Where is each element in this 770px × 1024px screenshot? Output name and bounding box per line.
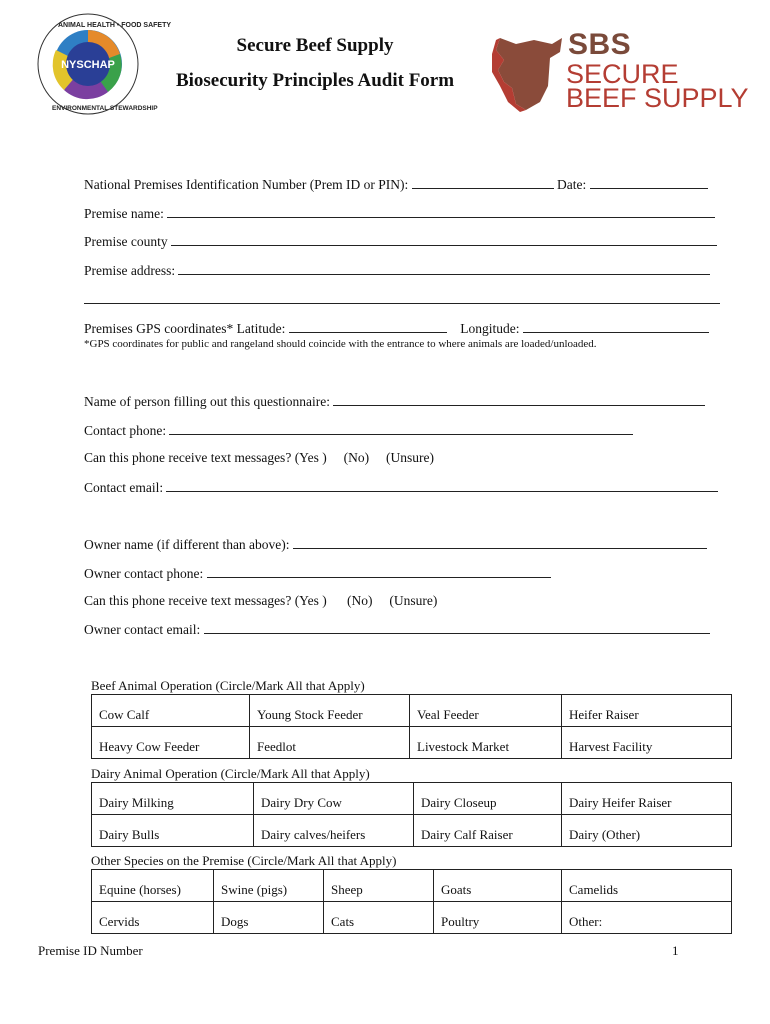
other-cell[interactable]: Swine (pigs) [214,870,324,902]
dairy-cell[interactable]: Dairy Milking [92,783,254,815]
owner-text-question: Can this phone receive text messages? [84,593,292,608]
sbs-abbr: SBS [568,28,632,61]
gps-label: Premises GPS coordinates* Latitude: [84,321,286,336]
option-no[interactable]: (No) [343,450,370,465]
svg-text:ANIMAL HEALTH • FOOD SAFETY: ANIMAL HEALTH • FOOD SAFETY [58,22,172,29]
other-cell[interactable]: Other: [562,902,732,934]
premise-county-label: Premise county [84,234,168,249]
owner-email-label: Owner contact email: [84,622,201,637]
gps-note: *GPS coordinates for public and rangeland should coincide with the entrance to where animals are loaded/unloaded. [84,338,597,350]
premise-address-row [84,262,710,279]
owner-email-row [84,621,710,638]
premise-address-field-2[interactable] [84,291,720,304]
dairy-cell[interactable]: Dairy Calf Raiser [414,815,562,847]
footer-premise-id: Premise ID Number [38,943,143,958]
prem-id-label: National Premises Identification Number (Prem ID or PIN): [84,177,409,192]
date-label: Date: [557,177,587,192]
date-field[interactable] [590,176,708,189]
other-cell[interactable]: Equine (horses) [92,870,214,902]
dairy-cell[interactable]: Dairy (Other) [562,815,732,847]
other-heading: Other Species on the Premise (Circle/Mark All that Apply) [91,853,397,868]
dairy-heading: Dairy Animal Operation (Circle/Mark All that Apply) [91,766,370,781]
sbs-line2: BEEF SUPPLY [566,83,749,113]
other-cell[interactable]: Dogs [214,902,324,934]
longitude-field[interactable] [523,320,709,333]
contact-phone-field[interactable] [169,422,633,435]
beef-cell[interactable]: Young Stock Feeder [250,695,410,727]
gps-row [84,320,709,337]
page-title: Secure Beef Supply [236,35,394,56]
other-cell[interactable]: Camelids [562,870,732,902]
premise-address-label: Premise address: [84,263,176,278]
contact-email-label: Contact email: [84,480,164,495]
owner-option-no[interactable]: (No) [346,593,373,608]
svg-text:ENVIRONMENTAL STEWARDSHIP: ENVIRONMENTAL STEWARDSHIP [52,105,158,112]
other-table [91,869,732,934]
dairy-table [91,782,732,847]
premise-name-label: Premise name: [84,206,164,221]
owner-name-label: Owner name (if different than above): [84,537,290,552]
dairy-cell[interactable]: Dairy Bulls [92,815,254,847]
premise-county-row [84,233,717,250]
dairy-cell[interactable]: Dairy Closeup [414,783,562,815]
nyschap-logo-text: NYSCHAP [61,59,115,71]
person-name-field[interactable] [333,393,705,406]
other-cell[interactable]: Cervids [92,902,214,934]
premise-address-field[interactable] [178,262,710,275]
owner-phone-row [84,565,551,582]
beef-table [91,694,732,759]
other-cell[interactable]: Sheep [324,870,434,902]
text-question: Can this phone receive text messages? [84,450,292,465]
owner-phone-field[interactable] [207,565,551,578]
beef-cell[interactable]: Harvest Facility [562,727,732,759]
contact-email-row [84,479,718,496]
table-row [92,902,732,934]
other-cell[interactable]: Cats [324,902,434,934]
option-yes[interactable]: (Yes ) [294,450,327,465]
prem-id-row [84,176,708,193]
table-row [92,870,732,902]
text-question-row [84,450,434,466]
prem-id-field[interactable] [412,176,554,189]
longitude-label: Longitude: [460,321,520,336]
nyschap-logo [34,10,172,118]
owner-option-yes[interactable]: (Yes ) [294,593,327,608]
premise-county-field[interactable] [171,233,717,246]
option-unsure[interactable]: (Unsure) [385,450,434,465]
beef-cell[interactable]: Heifer Raiser [562,695,732,727]
owner-name-field[interactable] [293,536,707,549]
owner-name-row [84,536,707,553]
table-row [92,727,732,759]
latitude-field[interactable] [289,320,447,333]
dairy-cell[interactable]: Dairy Dry Cow [254,783,414,815]
table-row [92,783,732,815]
page-subtitle: Biosecurity Principles Audit Form [175,70,455,91]
contact-email-field[interactable] [166,479,718,492]
other-cell[interactable]: Poultry [434,902,562,934]
premise-address-line2 [84,291,720,308]
cow-head-icon [490,30,568,114]
owner-text-question-row [84,593,437,609]
other-cell[interactable]: Goats [434,870,562,902]
owner-option-unsure[interactable]: (Unsure) [389,593,438,608]
premise-name-field[interactable] [167,205,715,218]
beef-heading: Beef Animal Operation (Circle/Mark All that Apply) [91,678,365,693]
person-name-row [84,393,705,410]
beef-cell[interactable]: Cow Calf [92,695,250,727]
owner-phone-label: Owner contact phone: [84,566,204,581]
premise-name-row [84,205,715,222]
beef-cell[interactable]: Feedlot [250,727,410,759]
contact-phone-row [84,422,633,439]
owner-email-field[interactable] [204,621,710,634]
sbs-line1: SECURE [566,59,679,89]
beef-cell[interactable]: Heavy Cow Feeder [92,727,250,759]
table-row [92,815,732,847]
contact-phone-label: Contact phone: [84,423,167,438]
beef-cell[interactable]: Veal Feeder [410,695,562,727]
table-row [92,695,732,727]
dairy-cell[interactable]: Dairy calves/heifers [254,815,414,847]
person-name-label: Name of person filling out this questionnaire: [84,394,330,409]
beef-cell[interactable]: Livestock Market [410,727,562,759]
dairy-cell[interactable]: Dairy Heifer Raiser [562,783,732,815]
page-number: 1 [672,943,679,958]
